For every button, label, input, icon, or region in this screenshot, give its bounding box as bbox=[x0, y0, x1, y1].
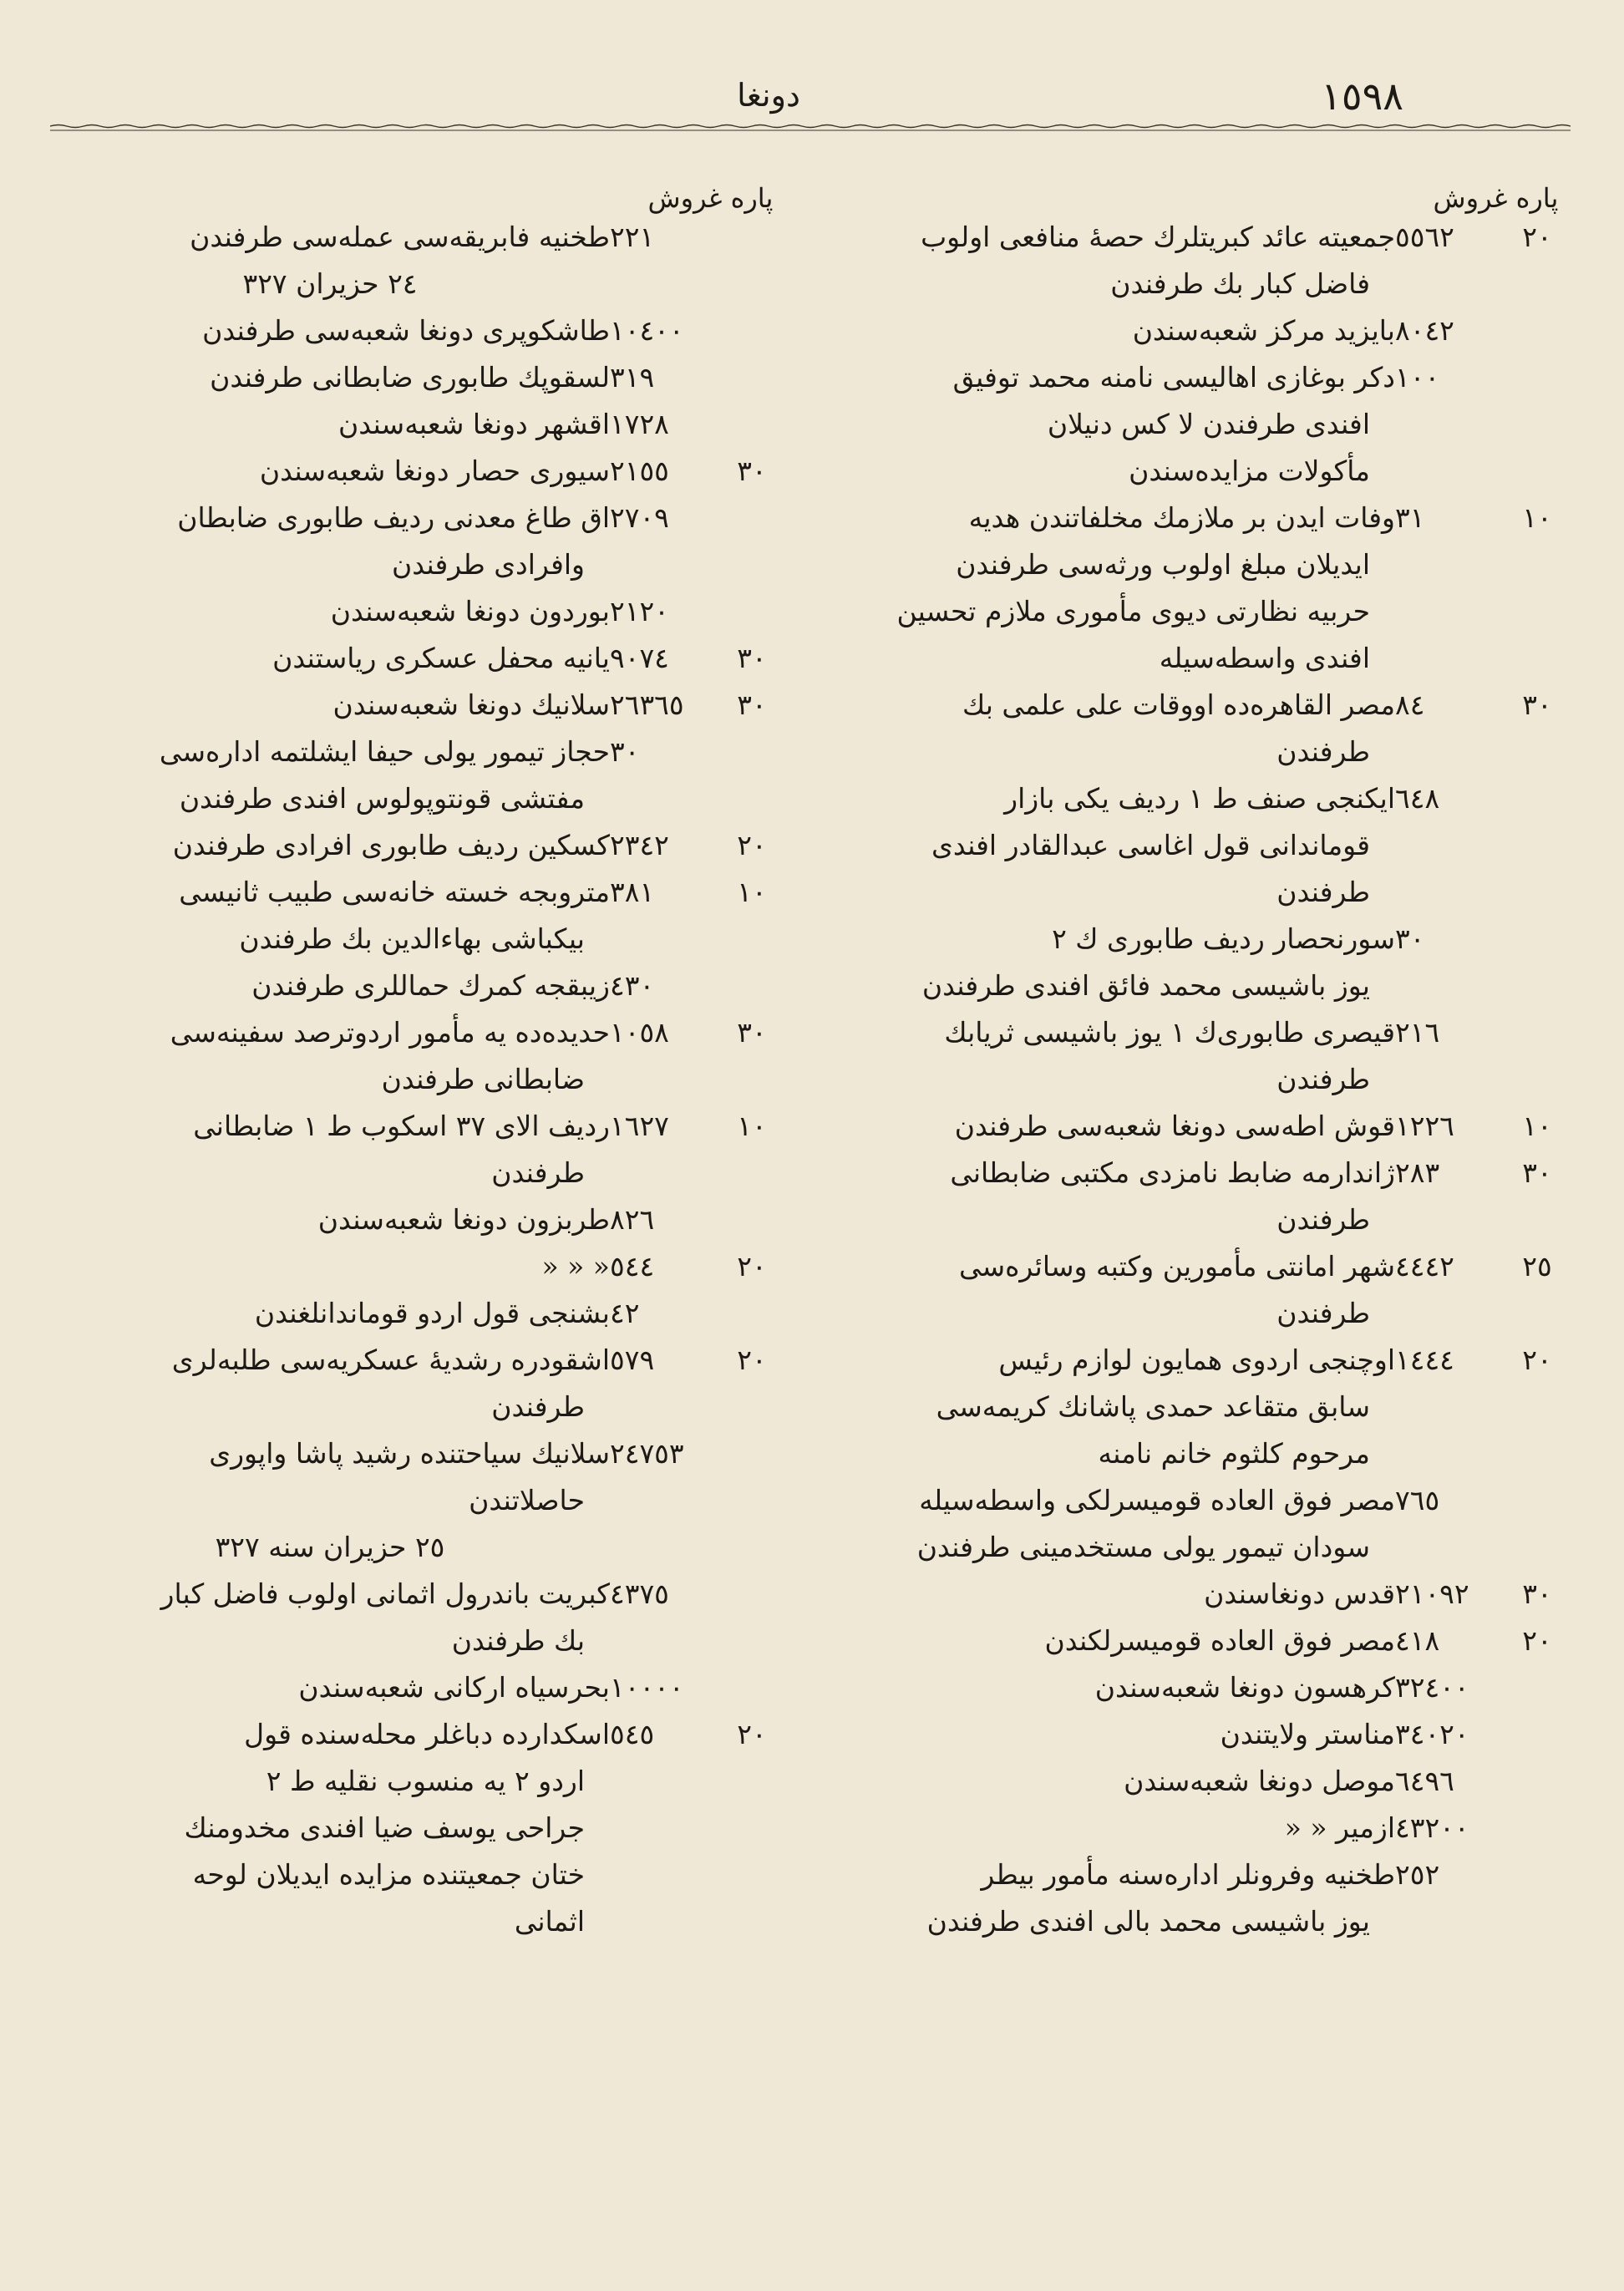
gurush-amount: ٢٨٣ bbox=[1395, 1156, 1440, 1189]
entry-line: زيبقجه كمرك حماللرى طرفندن bbox=[251, 969, 610, 1002]
entry-description bbox=[835, 1852, 1395, 1945]
gurush-amount: ٨٤ bbox=[1395, 688, 1425, 721]
gurush-amount: ٨٠٤٢ bbox=[1395, 314, 1454, 347]
para-amount: ٣٠ bbox=[1522, 1577, 1552, 1610]
entry-description bbox=[50, 1430, 610, 1524]
ledger-entry bbox=[50, 1290, 777, 1337]
ledger-entry bbox=[50, 307, 777, 354]
entry-line: اردو ٢ يه منسوب نقليه ط ٢ bbox=[266, 1765, 585, 1797]
entry-line: اشقودره رشديهٔ عسكريه‌سى طلبه‌لرى bbox=[171, 1344, 610, 1376]
entry-description bbox=[835, 495, 1395, 682]
ledger-entry bbox=[835, 1477, 1562, 1571]
entry-line: طرفندن bbox=[1276, 1297, 1370, 1329]
ledger-entry bbox=[50, 729, 777, 822]
para-amount: ١٠ bbox=[1522, 501, 1552, 534]
ledger-entry bbox=[835, 1852, 1562, 1945]
entry-line: حديده‌ده يه مأمور اردوترصد سفينه‌سى bbox=[170, 1016, 610, 1049]
gurush-amount: ٤٣٢٠٠ bbox=[1395, 1811, 1469, 1844]
entry-line: ٢٤ حزيران ٣٢٧ bbox=[242, 267, 418, 300]
gurush-header: غروش bbox=[1433, 182, 1508, 214]
gurush-amount: ٢١٢٠ bbox=[610, 595, 669, 627]
entry-line: اقشهر دونغا شعبه‌سندن bbox=[338, 408, 610, 440]
entry-description bbox=[50, 354, 610, 401]
entry-line: افندى طرفندن لا كس دنيلان bbox=[1047, 408, 1370, 440]
entry-line: اثمانى bbox=[514, 1905, 585, 1938]
entry-line: طربزون دونغا شعبه‌سندن bbox=[317, 1203, 610, 1236]
ledger-entry bbox=[50, 1524, 777, 1571]
entry-description bbox=[50, 1571, 610, 1664]
entry-line: مفتشى قونتوپولوس افندى طرفندن bbox=[179, 782, 585, 815]
page-number: ١٥٩٨ bbox=[1321, 74, 1403, 119]
gurush-amount: ٣٨١ bbox=[610, 876, 655, 908]
header-rule bbox=[50, 124, 1571, 132]
entry-line: قوماندانى قول اغاسى عبدالقادر افندى bbox=[931, 829, 1370, 861]
entry-description bbox=[50, 869, 610, 963]
right-column-header bbox=[835, 167, 1562, 214]
para-amount: ١٠ bbox=[737, 1110, 767, 1142]
entry-line: طرفندن bbox=[1276, 1063, 1370, 1095]
entry-line: طخنيه وفرونلر اداره‌سنه مأمور بيطر bbox=[981, 1858, 1395, 1891]
entry-description bbox=[50, 1290, 610, 1337]
entry-line: يوز باشيسى محمد بالى افندى طرفندن bbox=[926, 1905, 1370, 1938]
gurush-amount: ٥٥٦٢ bbox=[1395, 221, 1454, 253]
ledger-entry bbox=[835, 682, 1562, 775]
entry-line: مأكولات مزايده‌سندن bbox=[1129, 455, 1370, 487]
para-amount: ٢٠ bbox=[737, 1250, 767, 1283]
left-column-header bbox=[50, 167, 777, 214]
gurush-amount: ٨٢٦ bbox=[610, 1203, 655, 1236]
ledger-entry bbox=[835, 1243, 1562, 1337]
entry-line: مرحوم كلثوم خانم نامنه bbox=[1098, 1437, 1370, 1470]
entry-description bbox=[835, 214, 1395, 307]
gurush-amount: ٤٣٧٥ bbox=[610, 1577, 669, 1610]
entry-line: قدس دونغاسندن bbox=[1204, 1577, 1395, 1610]
entry-line: قوش اطه‌سى دونغا شعبه‌سى طرفندن bbox=[954, 1110, 1395, 1142]
gurush-amount: ٢٢١ bbox=[610, 221, 655, 253]
gurush-amount: ٣٠ bbox=[610, 735, 640, 768]
gurush-amount: ٢١٦ bbox=[1395, 1016, 1440, 1049]
entry-line: ختان جمعيتنده مزايده ايديلان لوحه bbox=[192, 1858, 585, 1891]
entry-line: مصر فوق العاده قوميسرلكى واسطه‌سيله bbox=[919, 1484, 1395, 1516]
entry-line: بايزيد مركز شعبه‌سندن bbox=[1132, 314, 1395, 347]
entry-line: فاضل كبار بك طرفندن bbox=[1110, 267, 1370, 300]
entry-description bbox=[835, 1009, 1395, 1103]
entry-description bbox=[50, 1524, 610, 1571]
ledger-entry bbox=[50, 1430, 777, 1524]
para-amount: ٣٠ bbox=[737, 1016, 767, 1049]
entry-description bbox=[835, 682, 1395, 775]
entry-description bbox=[835, 1618, 1395, 1664]
gurush-amount: ٤٣٠ bbox=[610, 969, 655, 1002]
entry-line: اق طاغ معدنى رديف طابورى ضابطان bbox=[177, 501, 610, 534]
entry-line: متروبجه خسته خانه‌سى طبيب ثانيسى bbox=[179, 876, 610, 908]
ledger-entry bbox=[835, 1571, 1562, 1618]
gurush-amount: ٩٠٧٤ bbox=[610, 642, 669, 674]
ledger-entry bbox=[835, 1618, 1562, 1664]
entry-description bbox=[50, 822, 610, 869]
gurush-amount: ٢٤٧٥٣ bbox=[610, 1437, 684, 1470]
entry-line: بحرسياه اركانى شعبه‌سندن bbox=[298, 1671, 610, 1704]
entry-line: ازمير « « bbox=[1284, 1811, 1395, 1844]
entry-description bbox=[835, 1758, 1395, 1805]
entry-line: « « « bbox=[541, 1250, 610, 1283]
entry-description bbox=[50, 588, 610, 635]
entry-description bbox=[835, 1477, 1395, 1571]
gurush-amount: ٣٢٤٠٠ bbox=[1395, 1671, 1469, 1704]
para-amount: ٣٠ bbox=[737, 455, 767, 487]
ledger-entry bbox=[50, 1196, 777, 1243]
para-amount: ٢٠ bbox=[1522, 1344, 1552, 1376]
ledger-entry bbox=[835, 1150, 1562, 1243]
entry-description bbox=[50, 1337, 610, 1430]
ledger-entry bbox=[835, 1664, 1562, 1711]
entry-description bbox=[835, 354, 1395, 495]
page-title: دونغا bbox=[737, 77, 800, 114]
entry-description bbox=[835, 1805, 1395, 1852]
entry-line: يانيه محفل عسكرى رياستندن bbox=[272, 642, 610, 674]
gurush-amount: ١٠٤٠٠ bbox=[610, 314, 684, 347]
entry-description bbox=[835, 775, 1395, 916]
entry-line: وفات ايدن بر ملازمك مخلفاتندن هديه bbox=[968, 501, 1395, 534]
ledger-entry bbox=[50, 1103, 777, 1196]
entry-line: كسكين رديف طابورى افرادى طرفندن bbox=[172, 829, 610, 861]
entry-line: سابق متقاعد حمدى پاشانك كريمه‌سى bbox=[936, 1390, 1370, 1423]
para-amount: ٢٠ bbox=[737, 1718, 767, 1750]
gurush-amount: ٥٤٤ bbox=[610, 1250, 655, 1283]
ledger-entry bbox=[50, 1009, 777, 1103]
gurush-amount: ٥٧٩ bbox=[610, 1344, 655, 1376]
para-amount: ٣٠ bbox=[737, 642, 767, 674]
ledger-entry bbox=[50, 869, 777, 963]
ledger-entry bbox=[50, 214, 777, 261]
entry-line: افندى واسطه‌سيله bbox=[1159, 642, 1370, 674]
entry-line: لسقوپك طابورى ضابطانى طرفندن bbox=[210, 361, 610, 394]
entry-line: جراحى يوسف ضيا افندى مخدومنك bbox=[184, 1811, 585, 1844]
entry-line: مناستر ولايتندن bbox=[1220, 1718, 1395, 1750]
entry-line: شهر امانتى مأمورين وكتبه وسائره‌سى bbox=[958, 1250, 1395, 1283]
entry-description bbox=[835, 1711, 1395, 1758]
entry-line: حاصلاتندن bbox=[469, 1484, 585, 1516]
para-amount: ٣٠ bbox=[1522, 1156, 1552, 1189]
entry-line: قيصرى طابورى‌ك ١ يوز باشيسى ثريابك bbox=[944, 1016, 1395, 1049]
ledger-entry bbox=[50, 401, 777, 448]
para-amount: ٢٥ bbox=[1522, 1250, 1552, 1283]
para-amount: ٣٠ bbox=[737, 688, 767, 721]
entry-description bbox=[50, 1196, 610, 1243]
entry-line: موصل دونغا شعبه‌سندن bbox=[1124, 1765, 1395, 1797]
entry-line: رديف الاى ٣٧ اسكوب ط ١ ضابطانى bbox=[193, 1110, 610, 1142]
entry-line: طخنيه فابريقه‌سى عمله‌سى طرفندن bbox=[190, 221, 610, 253]
gurush-header: غروش bbox=[647, 182, 723, 214]
entry-line: يوز باشيسى محمد فائق افندى طرفندن bbox=[921, 969, 1370, 1002]
right-column bbox=[835, 167, 1562, 1945]
gurush-amount: ٢١٠٩٢ bbox=[1395, 1577, 1469, 1610]
ledger-entry bbox=[835, 1758, 1562, 1805]
entry-line: سلانيك دونغا شعبه‌سندن bbox=[332, 688, 610, 721]
entry-description bbox=[50, 1243, 610, 1290]
para-amount: ١٠ bbox=[737, 876, 767, 908]
para-amount: ٢٠ bbox=[737, 1344, 767, 1376]
gurush-amount: ٣١ bbox=[1395, 501, 1425, 534]
para-amount: ٢٠ bbox=[737, 829, 767, 861]
gurush-amount: ٤٢ bbox=[610, 1297, 640, 1329]
entry-description bbox=[50, 1009, 610, 1103]
entry-line: بشنجى قول اردو قوماندانلغندن bbox=[254, 1297, 610, 1329]
ledger-entry bbox=[835, 1337, 1562, 1477]
ledger-entry bbox=[835, 775, 1562, 916]
ledger-entry bbox=[835, 1009, 1562, 1103]
entry-line: كبريت باندرول اثمانى اولوب فاضل كبار bbox=[160, 1577, 610, 1610]
ledger-entry bbox=[835, 1103, 1562, 1150]
gurush-amount: ٣٠ bbox=[1395, 922, 1425, 955]
entry-description bbox=[50, 261, 610, 307]
entry-line: سيورى حصار دونغا شعبه‌سندن bbox=[259, 455, 610, 487]
gurush-amount: ١٠٥٨ bbox=[610, 1016, 669, 1049]
ledger-entry bbox=[50, 963, 777, 1009]
gurush-amount: ١٧٢٨ bbox=[610, 408, 669, 440]
entry-line: بيكباشى بهاءالدين بك طرفندن bbox=[239, 922, 585, 955]
ledger-entry bbox=[50, 822, 777, 869]
entry-description bbox=[50, 214, 610, 261]
ledger-entry bbox=[50, 448, 777, 495]
ledger-entry bbox=[50, 354, 777, 401]
entry-description bbox=[835, 916, 1395, 1009]
gurush-amount: ١٠٠ bbox=[1395, 361, 1440, 394]
entry-description bbox=[50, 401, 610, 448]
entry-line: سودان تيمور يولى مستخدمينى طرفندن bbox=[916, 1531, 1370, 1563]
ledger-entry bbox=[50, 1337, 777, 1430]
entry-line: حجاز تيمور يولى حيفا ايشلتمه اداره‌سى bbox=[159, 735, 610, 768]
entry-line: طرفندن bbox=[1276, 876, 1370, 908]
gurush-amount: ١٦٢٧ bbox=[610, 1110, 669, 1142]
entry-description bbox=[835, 307, 1395, 354]
ledger-entry bbox=[50, 1571, 777, 1664]
para-header: پاره bbox=[730, 182, 774, 214]
gurush-amount: ٢٥٢ bbox=[1395, 1858, 1440, 1891]
ledger-entry bbox=[50, 1243, 777, 1290]
ledger-entry bbox=[835, 1805, 1562, 1852]
entry-description bbox=[50, 1664, 610, 1711]
ledger-entry bbox=[50, 495, 777, 588]
entry-line: طرفندن bbox=[491, 1156, 585, 1189]
entry-line: ايديلان مبلغ اولوب ورثه‌سى طرفندن bbox=[956, 548, 1370, 581]
ledger-entry bbox=[835, 495, 1562, 682]
gurush-amount: ٣١٩ bbox=[610, 361, 655, 394]
ledger-entry bbox=[50, 1711, 777, 1945]
entry-description bbox=[50, 729, 610, 822]
gurush-amount: ٦٤٩٦ bbox=[1395, 1765, 1454, 1797]
entry-description bbox=[835, 1243, 1395, 1337]
entry-description bbox=[50, 495, 610, 588]
gurush-amount: ١٠٠٠٠ bbox=[610, 1671, 684, 1704]
ledger-entry bbox=[50, 1664, 777, 1711]
entry-description bbox=[50, 307, 610, 354]
ledger-entry bbox=[50, 588, 777, 635]
entry-line: ضابطانى طرفندن bbox=[381, 1063, 585, 1095]
entry-line: اسكدارده دباغلر محله‌سنده قول bbox=[244, 1718, 610, 1750]
ledger-entry bbox=[50, 635, 777, 682]
gurush-amount: ٢٦٣٦٥ bbox=[610, 688, 684, 721]
entry-line: بوردون دونغا شعبه‌سندن bbox=[330, 595, 610, 627]
entry-description bbox=[835, 1337, 1395, 1477]
ledger-entry bbox=[835, 354, 1562, 495]
entry-line: جمعيته عائد كبريتلرك حصهٔ منافعى اولوب bbox=[921, 221, 1395, 253]
ledger-entry bbox=[50, 682, 777, 729]
entry-line: اوچنجى اردوى همايون لوازم رئيس bbox=[998, 1344, 1395, 1376]
entry-description bbox=[50, 635, 610, 682]
gurush-amount: ٦٤٨ bbox=[1395, 782, 1440, 815]
para-amount: ٢٠ bbox=[1522, 1624, 1552, 1657]
para-amount: ٣٠ bbox=[1522, 688, 1552, 721]
entry-line: طرفندن bbox=[1276, 1203, 1370, 1236]
entry-line: مصر فوق العاده قوميسرلكندن bbox=[1044, 1624, 1395, 1657]
entry-line: دكر بوغازى اهاليسى نامنه محمد توفيق bbox=[952, 361, 1395, 394]
gurush-amount: ٤٤٤٢ bbox=[1395, 1250, 1454, 1283]
entry-description bbox=[50, 682, 610, 729]
entry-line: ايكنجى صنف ط ١ رديف يكى بازار bbox=[1004, 782, 1395, 815]
left-column bbox=[50, 167, 777, 1945]
gurush-amount: ٧٦٥ bbox=[1395, 1484, 1440, 1516]
ledger-entry bbox=[835, 916, 1562, 1009]
entry-line: طرفندن bbox=[491, 1390, 585, 1423]
entry-line: كرهسون دونغا شعبه‌سندن bbox=[1094, 1671, 1395, 1704]
para-header: پاره bbox=[1515, 182, 1559, 214]
para-amount: ٢٠ bbox=[1522, 221, 1552, 253]
entry-description bbox=[50, 963, 610, 1009]
entry-line: مصر القاهره‌ده اووقات على علمى بك bbox=[962, 688, 1395, 721]
right-entries bbox=[835, 214, 1562, 1945]
para-amount: ١٠ bbox=[1522, 1110, 1552, 1142]
entry-description bbox=[50, 448, 610, 495]
gurush-amount: ١٢٢٦ bbox=[1395, 1110, 1454, 1142]
entry-line: وافرادى طرفندن bbox=[391, 548, 585, 581]
ledger-entry bbox=[835, 307, 1562, 354]
entry-line: ٢٥ حزيران سنه ٣٢٧ bbox=[215, 1531, 445, 1563]
gurush-amount: ٢٣٤٢ bbox=[610, 829, 669, 861]
gurush-amount: ٣٤٠٢٠ bbox=[1395, 1718, 1469, 1750]
entry-description bbox=[835, 1103, 1395, 1150]
gurush-amount: ٢٧٠٩ bbox=[610, 501, 669, 534]
entry-description bbox=[50, 1711, 610, 1945]
entry-line: حربيه نظارتى ديوى مأمورى ملازم تحسين bbox=[896, 595, 1370, 627]
entry-description bbox=[50, 1103, 610, 1196]
gurush-amount: ٢١٥٥ bbox=[610, 455, 669, 487]
entry-description bbox=[835, 1571, 1395, 1618]
left-entries bbox=[50, 214, 777, 1945]
gurush-amount: ٥٤٥ bbox=[610, 1718, 655, 1750]
ledger-entry bbox=[835, 1711, 1562, 1758]
entry-line: طاشكوپرى دونغا شعبه‌سى طرفندن bbox=[202, 314, 610, 347]
ledger-entry bbox=[50, 261, 777, 307]
gurush-amount: ١٤٤٤ bbox=[1395, 1344, 1454, 1376]
entry-line: سورنحصار رديف طابورى ك ٢ bbox=[1052, 922, 1395, 955]
entry-description bbox=[835, 1664, 1395, 1711]
entry-line: بك طرفندن bbox=[451, 1624, 585, 1657]
entry-line: سلانيك سياحتنده رشيد پاشا واپورى bbox=[209, 1437, 610, 1470]
ledger-entry bbox=[835, 214, 1562, 307]
gurush-amount: ٤١٨ bbox=[1395, 1624, 1440, 1657]
entry-line: ژاندارمه ضابط نامزدى مكتبى ضابطانى bbox=[950, 1156, 1395, 1189]
entry-description bbox=[835, 1150, 1395, 1243]
entry-line: طرفندن bbox=[1276, 735, 1370, 768]
